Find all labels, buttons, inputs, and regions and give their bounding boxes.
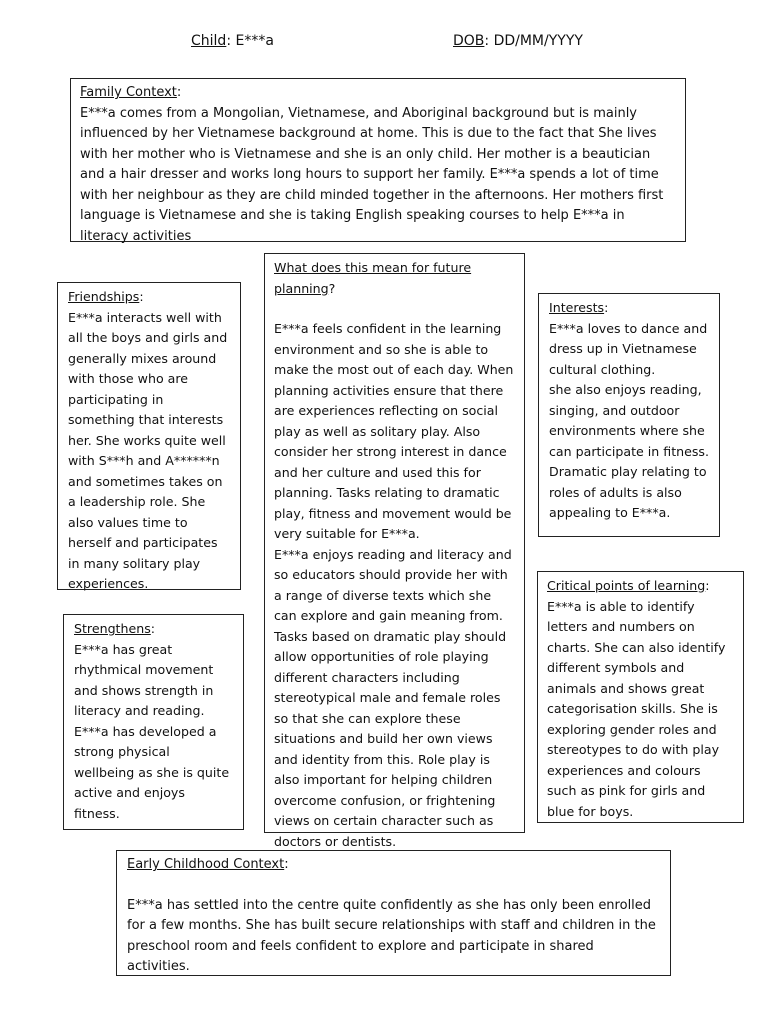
family-context-text: E***a comes from a Mongolian, Vietnamese, and Aboriginal background but is mainly influenced by her Vietnamese background at home. This is due to the fact that She lives with her mother who is Vietnamese and she is an only child. Her mother is a beautician and a hair dresser and works long hours to support her family. E***a spends a lot of time with her neighbour as they are child minded together in the afternoons. Her mothers first language is Vietnamese and she is taking English speaking courses to help E***a in literacy activities — [80, 105, 664, 244]
early-childhood-title: Early Childhood Context — [127, 857, 285, 872]
friendships-title: Friendships — [68, 289, 140, 304]
child-value: E***a — [235, 33, 274, 49]
family-context-box: Family Context: E***a comes from a Mongolian, Vietnamese, and Aboriginal background but is mainly influenced by her Vietnamese background at home. This is due to the fact that She lives with her mother who is Vietnamese and she is an only child. Her mother is a beautician and a hair dresser and works long hours to support her family. E***a spends a lot of time with her neighbour as they are child minded together in the afternoons. Her mothers first language is Vietnamese and she is taking English speaking courses to help E***a in literacy activities — [70, 78, 686, 242]
future-planning-box: What does this mean for future planning? E***a feels confident in the learning environment and so she is able to make the most out of each day. When planning activities ensure that there are experiences reflecting on social play as well as solitary play. Also consider her strong interest in dance and her culture and used this for planning. Tasks relating to dramatic play, fitness and movement would be very suitable for E***a. E***a enjoys reading and literacy and so educators should provide her with a range of diverse texts which she can explore and gain meaning from. Tasks based on dramatic play should allow opportunities of role playing different characters including stereotypical male and female roles so that she can explore these situations and build her own views and identity from this. Role play is also important for helping children overcome confusion, or frightening views on certain character such as doctors or dentists. — [264, 253, 525, 833]
future-planning-para1: E***a feels confident in the learning environment and so she is able to make the most out of each day. When planning activities ensure that there are experiences reflecting on social play as well as solitary play. Also consider her strong interest in dance and her culture and used this for planning. Tasks relating to dramatic play, fitness and movement would be very suitable for E***a. — [274, 321, 514, 541]
strengthens-title: Strengthens — [74, 621, 151, 636]
child-header — [191, 33, 274, 49]
family-context-title: Family Context — [80, 85, 177, 100]
dob-label: DOB — [453, 33, 485, 49]
critical-points-text: E***a is able to identify letters and numbers on charts. She can also identify different symbols and animals and shows great categorisation skills. She is exploring gender roles and stereotypes to do with play experiences and colours such as pink for girls and blue for boys. — [547, 598, 726, 819]
dob-value: DD/MM/YYYY — [493, 33, 583, 49]
dob-header — [453, 33, 583, 49]
child-label: Child — [191, 33, 227, 49]
strengthens-box: Strengthens: E***a has great rhythmical movement and shows strength in literacy and reading. E***a has developed a strong physical wellbeing as she is quite active and enjoys fitness. — [63, 614, 244, 830]
early-childhood-text: E***a has settled into the centre quite confidently as she has only been enrolled for a few months. She has built secure relationships with staff and children in the preschool room and feels confident to explore and participate in shared activities. — [127, 897, 656, 974]
interests-line1: E***a loves to dance and dress up in Vietnamese cultural clothing. — [549, 320, 708, 377]
future-planning-title: What does this mean for future planning — [274, 260, 472, 296]
future-planning-para2: E***a enjoys reading and literacy and so educators should provide her with a range of diverse texts which she can explore and gain meaning from. Tasks based on dramatic play should allow opportunities of role playing different characters including stereotypical male and female roles so that she can explore these situations and build her own views and identity from this. Role play is also important for helping children overcome confusion, or frightening views on certain character such as doctors or dentists. — [274, 546, 512, 849]
strengthens-line2: E***a has developed a strong physical wellbeing as she is quite active and enjoys fitness. — [74, 723, 230, 821]
interests-line2: she also enjoys reading, singing, and outdoor environments where she can participate in fitness. Dramatic play relating to roles of adults is also appealing to E***a. — [549, 382, 709, 520]
interests-title: Interests — [549, 300, 605, 315]
interests-box: Interests: E***a loves to dance and dress up in Vietnamese cultural clothing. she also enjoys reading, singing, and outdoor environments where she can participate in fitness. Dramatic play relating to roles of adults is also appealing to E***a. — [538, 293, 720, 537]
strengthens-line1: E***a has great rhythmical movement and shows strength in literacy and reading. — [74, 641, 214, 718]
child-colon: : — [226, 33, 236, 49]
dob-colon: : — [484, 33, 494, 49]
critical-points-title: Critical points of learning — [547, 578, 706, 593]
friendships-text: E***a interacts well with all the boys and girls and generally mixes around with those who are participating in something that interests her. She works quite well with S***h and A******n and sometimes takes on a leadership role. She also values time to herself and participates in many solitary play experiences. — [68, 309, 228, 591]
friendships-box: Friendships: E***a interacts well with all the boys and girls and generally mixes around with those who are participating in something that interests her. She works quite well with S***h and A******n and sometimes takes on a leadership role. She also values time to herself and participates in many solitary play experiences. — [57, 282, 241, 590]
early-childhood-box: Early Childhood Context: E***a has settled into the centre quite confidently as she has only been enrolled for a few months. She has built secure relationships with staff and children in the preschool room and feels confident to explore and participate in shared activities. — [116, 850, 671, 976]
critical-points-box: Critical points of learning: E***a is able to identify letters and numbers on charts. She can also identify different symbols and animals and shows great categorisation skills. She is exploring gender roles and stereotypes to do with play experiences and colours such as pink for girls and blue for boys. — [537, 571, 744, 823]
